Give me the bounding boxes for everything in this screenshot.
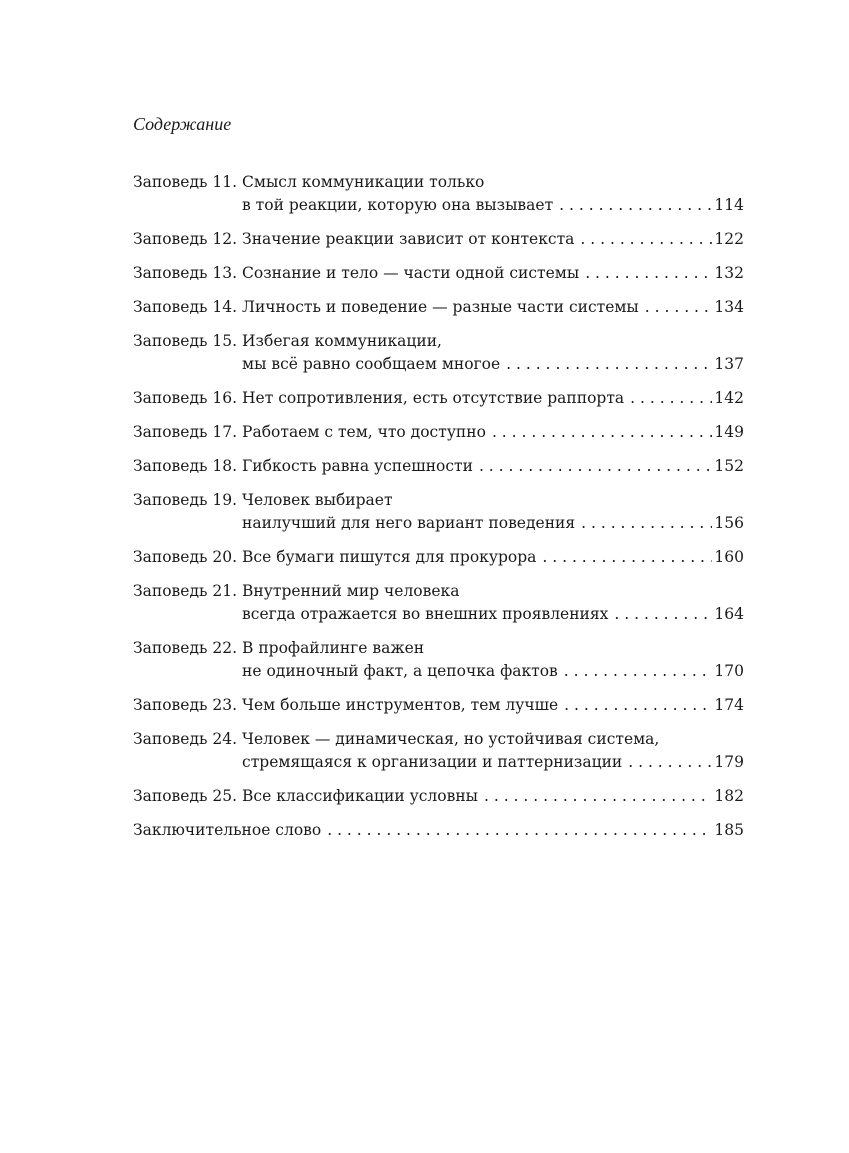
toc-entry-page-number: 142	[714, 389, 744, 407]
toc-entry-title-line: наилучший для него вариант поведения	[242, 514, 576, 532]
toc-entry-title-line: Внутренний мир человека	[242, 582, 460, 600]
toc-entry-label: Заповедь 24.	[133, 730, 238, 748]
dot-leader	[564, 694, 712, 717]
toc-entry-title-line: Человек выбирает	[242, 491, 393, 509]
toc-entry-title-line: Человек — динамическая, но устойчивая система,	[242, 730, 660, 748]
toc-entry-title-line: Гибкость равна успешности	[242, 457, 473, 475]
toc-entry[interactable]	[133, 580, 744, 626]
toc-entry-page-number: 174	[714, 696, 744, 714]
toc-entry-label: Заповедь 19.	[133, 491, 238, 509]
toc-entry-title-line: в той реакции, которую она вызывает	[242, 196, 554, 214]
dot-leader	[559, 194, 712, 217]
toc-entry-page-number: 156	[714, 514, 744, 532]
toc-entry-title-line: Избегая коммуникации,	[242, 332, 442, 350]
toc-entry-page-number: 137	[714, 355, 744, 373]
toc-entry[interactable]	[133, 489, 744, 535]
toc-entry-page-number: 179	[714, 753, 744, 771]
toc-entry-page-number: 122	[714, 230, 744, 248]
table-of-contents	[133, 171, 744, 842]
toc-entry-label: Заповедь 25.	[133, 787, 238, 805]
toc-entry-label: Заповедь 23.	[133, 696, 238, 714]
toc-entry-label: Заповедь 12.	[133, 230, 238, 248]
toc-entry-label: Заповедь 21.	[133, 582, 238, 600]
toc-entry-label: Заповедь 18.	[133, 457, 238, 475]
toc-entry-title-line: Смысл коммуникации только	[242, 173, 485, 191]
toc-entry-label: Заповедь 11.	[133, 173, 238, 191]
toc-entry-page-number: 170	[714, 662, 744, 680]
toc-entry[interactable]	[133, 819, 744, 842]
toc-entry[interactable]	[133, 455, 744, 478]
toc-entry-title-line: Значение реакции зависит от контекста	[242, 230, 575, 248]
toc-entry[interactable]	[133, 296, 744, 319]
toc-entry-title-line: Личность и поведение — разные части системы	[242, 298, 639, 316]
toc-entry[interactable]	[133, 728, 744, 774]
toc-entry-page-number: 182	[714, 787, 744, 805]
toc-entry-title-line: Сознание и тело — части одной системы	[242, 264, 580, 282]
dot-leader	[506, 353, 712, 376]
toc-entry-page-number: 160	[714, 548, 744, 566]
toc-entry-page-number: 132	[714, 264, 744, 282]
dot-leader	[628, 751, 712, 774]
toc-entry-label: Заповедь 16.	[133, 389, 238, 407]
toc-entry-page-number: 185	[714, 821, 744, 839]
toc-entry-title-line: всегда отражается во внешних проявлениях	[242, 605, 609, 623]
toc-entry[interactable]	[133, 228, 744, 251]
toc-entry-title-line: Чем больше инструментов, тем лучше	[242, 696, 559, 714]
toc-entry[interactable]	[133, 262, 744, 285]
dot-leader	[327, 819, 712, 842]
dot-leader	[542, 546, 712, 569]
toc-entry-label: Заповедь 20.	[133, 548, 238, 566]
toc-entry[interactable]	[133, 330, 744, 376]
toc-entry-label: Заповедь 22.	[133, 639, 238, 657]
dot-leader	[581, 512, 712, 535]
dot-leader	[492, 421, 712, 444]
toc-entry-page-number: 134	[714, 298, 744, 316]
toc-entry[interactable]	[133, 171, 744, 217]
toc-entry-page-number: 114	[714, 196, 744, 214]
dot-leader	[630, 387, 712, 410]
dot-leader	[585, 262, 712, 285]
toc-entry[interactable]	[133, 387, 744, 410]
dot-leader	[484, 785, 712, 808]
toc-entry-label: Заповедь 14.	[133, 298, 238, 316]
toc-entry-page-number: 152	[714, 457, 744, 475]
toc-entry-title-line: Заключительное слово	[133, 821, 322, 839]
page-title: Содержание	[133, 114, 232, 134]
toc-entry-page-number: 149	[714, 423, 744, 441]
dot-leader	[614, 603, 712, 626]
toc-entry[interactable]	[133, 694, 744, 717]
toc-entry-label: Заповедь 13.	[133, 264, 238, 282]
toc-entry-label: Заповедь 15.	[133, 332, 238, 350]
toc-entry-page-number: 164	[714, 605, 744, 623]
toc-entry-title-line: не одиночный факт, а цепочка фактов	[242, 662, 558, 680]
dot-leader	[564, 660, 713, 683]
toc-entry-title-line: Все классификации условны	[242, 787, 478, 805]
toc-entry-title-line: В профайлинге важен	[242, 639, 425, 657]
toc-entry-title-line: Нет сопротивления, есть отсутствие раппорта	[242, 389, 625, 407]
dot-leader	[645, 296, 713, 319]
toc-entry-title-line: Все бумаги пишутся для прокурора	[242, 548, 537, 566]
dot-leader	[479, 455, 712, 478]
toc-entry[interactable]	[133, 421, 744, 444]
toc-entry-title-line: стремящаяся к организации и паттернизации	[242, 753, 623, 771]
toc-entry-title-line: Работаем с тем, что доступно	[242, 423, 486, 441]
toc-entry-title-line: мы всё равно сообщаем многое	[242, 355, 501, 373]
dot-leader	[580, 228, 712, 251]
toc-entry-label: Заповедь 17.	[133, 423, 238, 441]
toc-entry[interactable]	[133, 637, 744, 683]
toc-entry[interactable]	[133, 546, 744, 569]
toc-entry[interactable]	[133, 785, 744, 808]
